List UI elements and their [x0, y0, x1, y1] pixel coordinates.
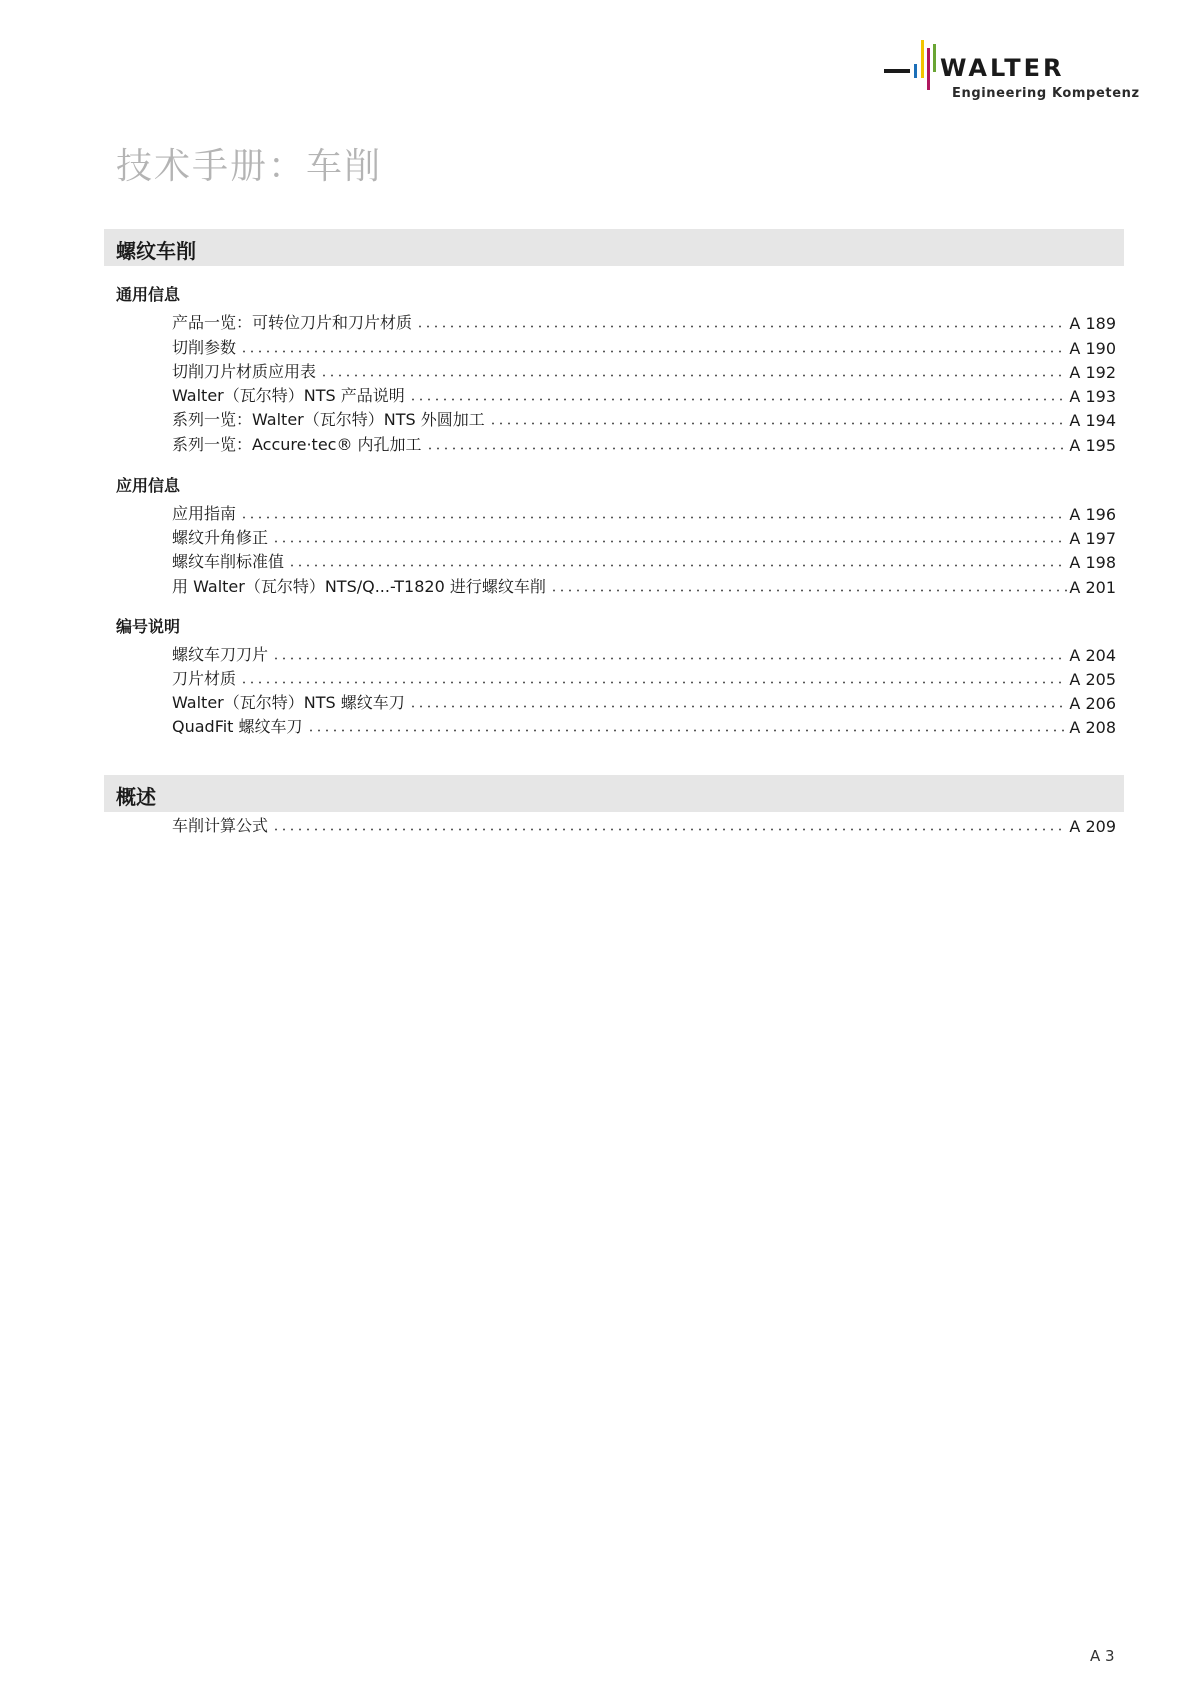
toc-item-label: 刀片材质	[172, 669, 237, 688]
toc-item[interactable]	[172, 502, 1116, 524]
section-heading: 概述	[116, 785, 156, 809]
group-title-general: 通用信息	[116, 285, 181, 304]
toc-item-label: Walter（瓦尔特）NTS 产品说明	[172, 386, 405, 405]
dot-leader	[272, 828, 1067, 831]
toc-item-label: 产品一览：可转位刀片和刀片材质	[172, 313, 413, 332]
toc-item-label: 螺纹升角修正	[172, 528, 269, 547]
toc-item[interactable]	[172, 526, 1116, 548]
toc-item-page: A 209	[1069, 817, 1116, 836]
dot-leader	[272, 657, 1067, 660]
group-title-designation: 编号说明	[116, 617, 181, 636]
toc-item[interactable]	[172, 360, 1116, 382]
section-bar-thread-turning	[104, 229, 1124, 266]
toc-item[interactable]	[172, 550, 1116, 572]
toc-item-label: 系列一览：Walter（瓦尔特）NTS 外圆加工	[172, 410, 485, 429]
dot-leader	[489, 422, 1068, 425]
toc-item[interactable]	[172, 433, 1116, 455]
toc-item-page: A 206	[1069, 694, 1116, 713]
page-title: 技术手册：车削	[116, 146, 383, 187]
logo-bar-yellow	[921, 40, 924, 78]
toc-item-label: Walter（瓦尔特）NTS 螺纹车刀	[172, 693, 405, 712]
page-number: A 3	[1090, 1647, 1115, 1665]
logo-bar-green	[933, 44, 936, 72]
dot-leader	[320, 374, 1067, 377]
toc-item-label: 切削参数	[172, 338, 237, 357]
dot-leader	[240, 516, 1067, 519]
toc-item-page: A 194	[1069, 411, 1116, 430]
toc-item[interactable]	[172, 643, 1116, 665]
toc-item-page: A 201	[1069, 578, 1116, 597]
toc-item[interactable]	[172, 336, 1116, 358]
toc-item-page: A 198	[1069, 553, 1116, 572]
section-bar-overview	[104, 775, 1124, 812]
logo-tagline: Engineering Kompetenz	[952, 86, 1140, 101]
dot-leader	[550, 589, 1068, 592]
toc-item-label: 车削计算公式	[172, 816, 269, 835]
section-heading: 螺纹车削	[116, 239, 196, 263]
toc-item-page: A 208	[1069, 718, 1116, 737]
logo-wordmark: WALTER	[940, 54, 1065, 82]
toc-item-page: A 205	[1069, 670, 1116, 689]
toc-item[interactable]	[172, 691, 1116, 713]
dot-leader	[416, 325, 1067, 328]
toc-item-label: 系列一览：Accure·tec® 内孔加工	[172, 435, 422, 454]
toc-item[interactable]	[172, 384, 1116, 406]
logo-bar-magenta	[927, 48, 930, 90]
toc-item-page: A 190	[1069, 339, 1116, 358]
toc-item-page: A 204	[1069, 646, 1116, 665]
toc-item[interactable]	[172, 311, 1116, 333]
toc-item-label: 螺纹车刀刀片	[172, 645, 269, 664]
toc-item-label: 切削刀片材质应用表	[172, 362, 317, 381]
dot-leader	[426, 447, 1068, 450]
toc-item[interactable]	[172, 715, 1116, 737]
dot-leader	[240, 350, 1067, 353]
logo-bar-blue	[914, 64, 917, 78]
toc-item-page: A 196	[1069, 505, 1116, 524]
dot-leader	[240, 681, 1067, 684]
toc-item-page: A 195	[1069, 436, 1116, 455]
toc-item-label: 螺纹车削标准值	[172, 552, 285, 571]
group-title-application: 应用信息	[116, 476, 181, 495]
toc-item-page: A 192	[1069, 363, 1116, 382]
dot-leader	[288, 564, 1067, 567]
toc-item-label: QuadFit 螺纹车刀	[172, 717, 303, 736]
dot-leader	[307, 729, 1068, 732]
toc-item-page: A 189	[1069, 314, 1116, 333]
toc-item-label: 应用指南	[172, 504, 237, 523]
toc-item[interactable]	[172, 667, 1116, 689]
logo-dash	[884, 69, 910, 73]
toc-item[interactable]	[172, 575, 1116, 597]
toc-item-page: A 193	[1069, 387, 1116, 406]
toc-item[interactable]	[172, 814, 1116, 836]
toc-item-label: 用 Walter（瓦尔特）NTS/Q...-T1820 进行螺纹车削	[172, 577, 546, 596]
toc-item[interactable]	[172, 408, 1116, 430]
dot-leader	[409, 398, 1068, 401]
dot-leader	[272, 540, 1067, 543]
toc-item-page: A 197	[1069, 529, 1116, 548]
dot-leader	[409, 705, 1068, 708]
